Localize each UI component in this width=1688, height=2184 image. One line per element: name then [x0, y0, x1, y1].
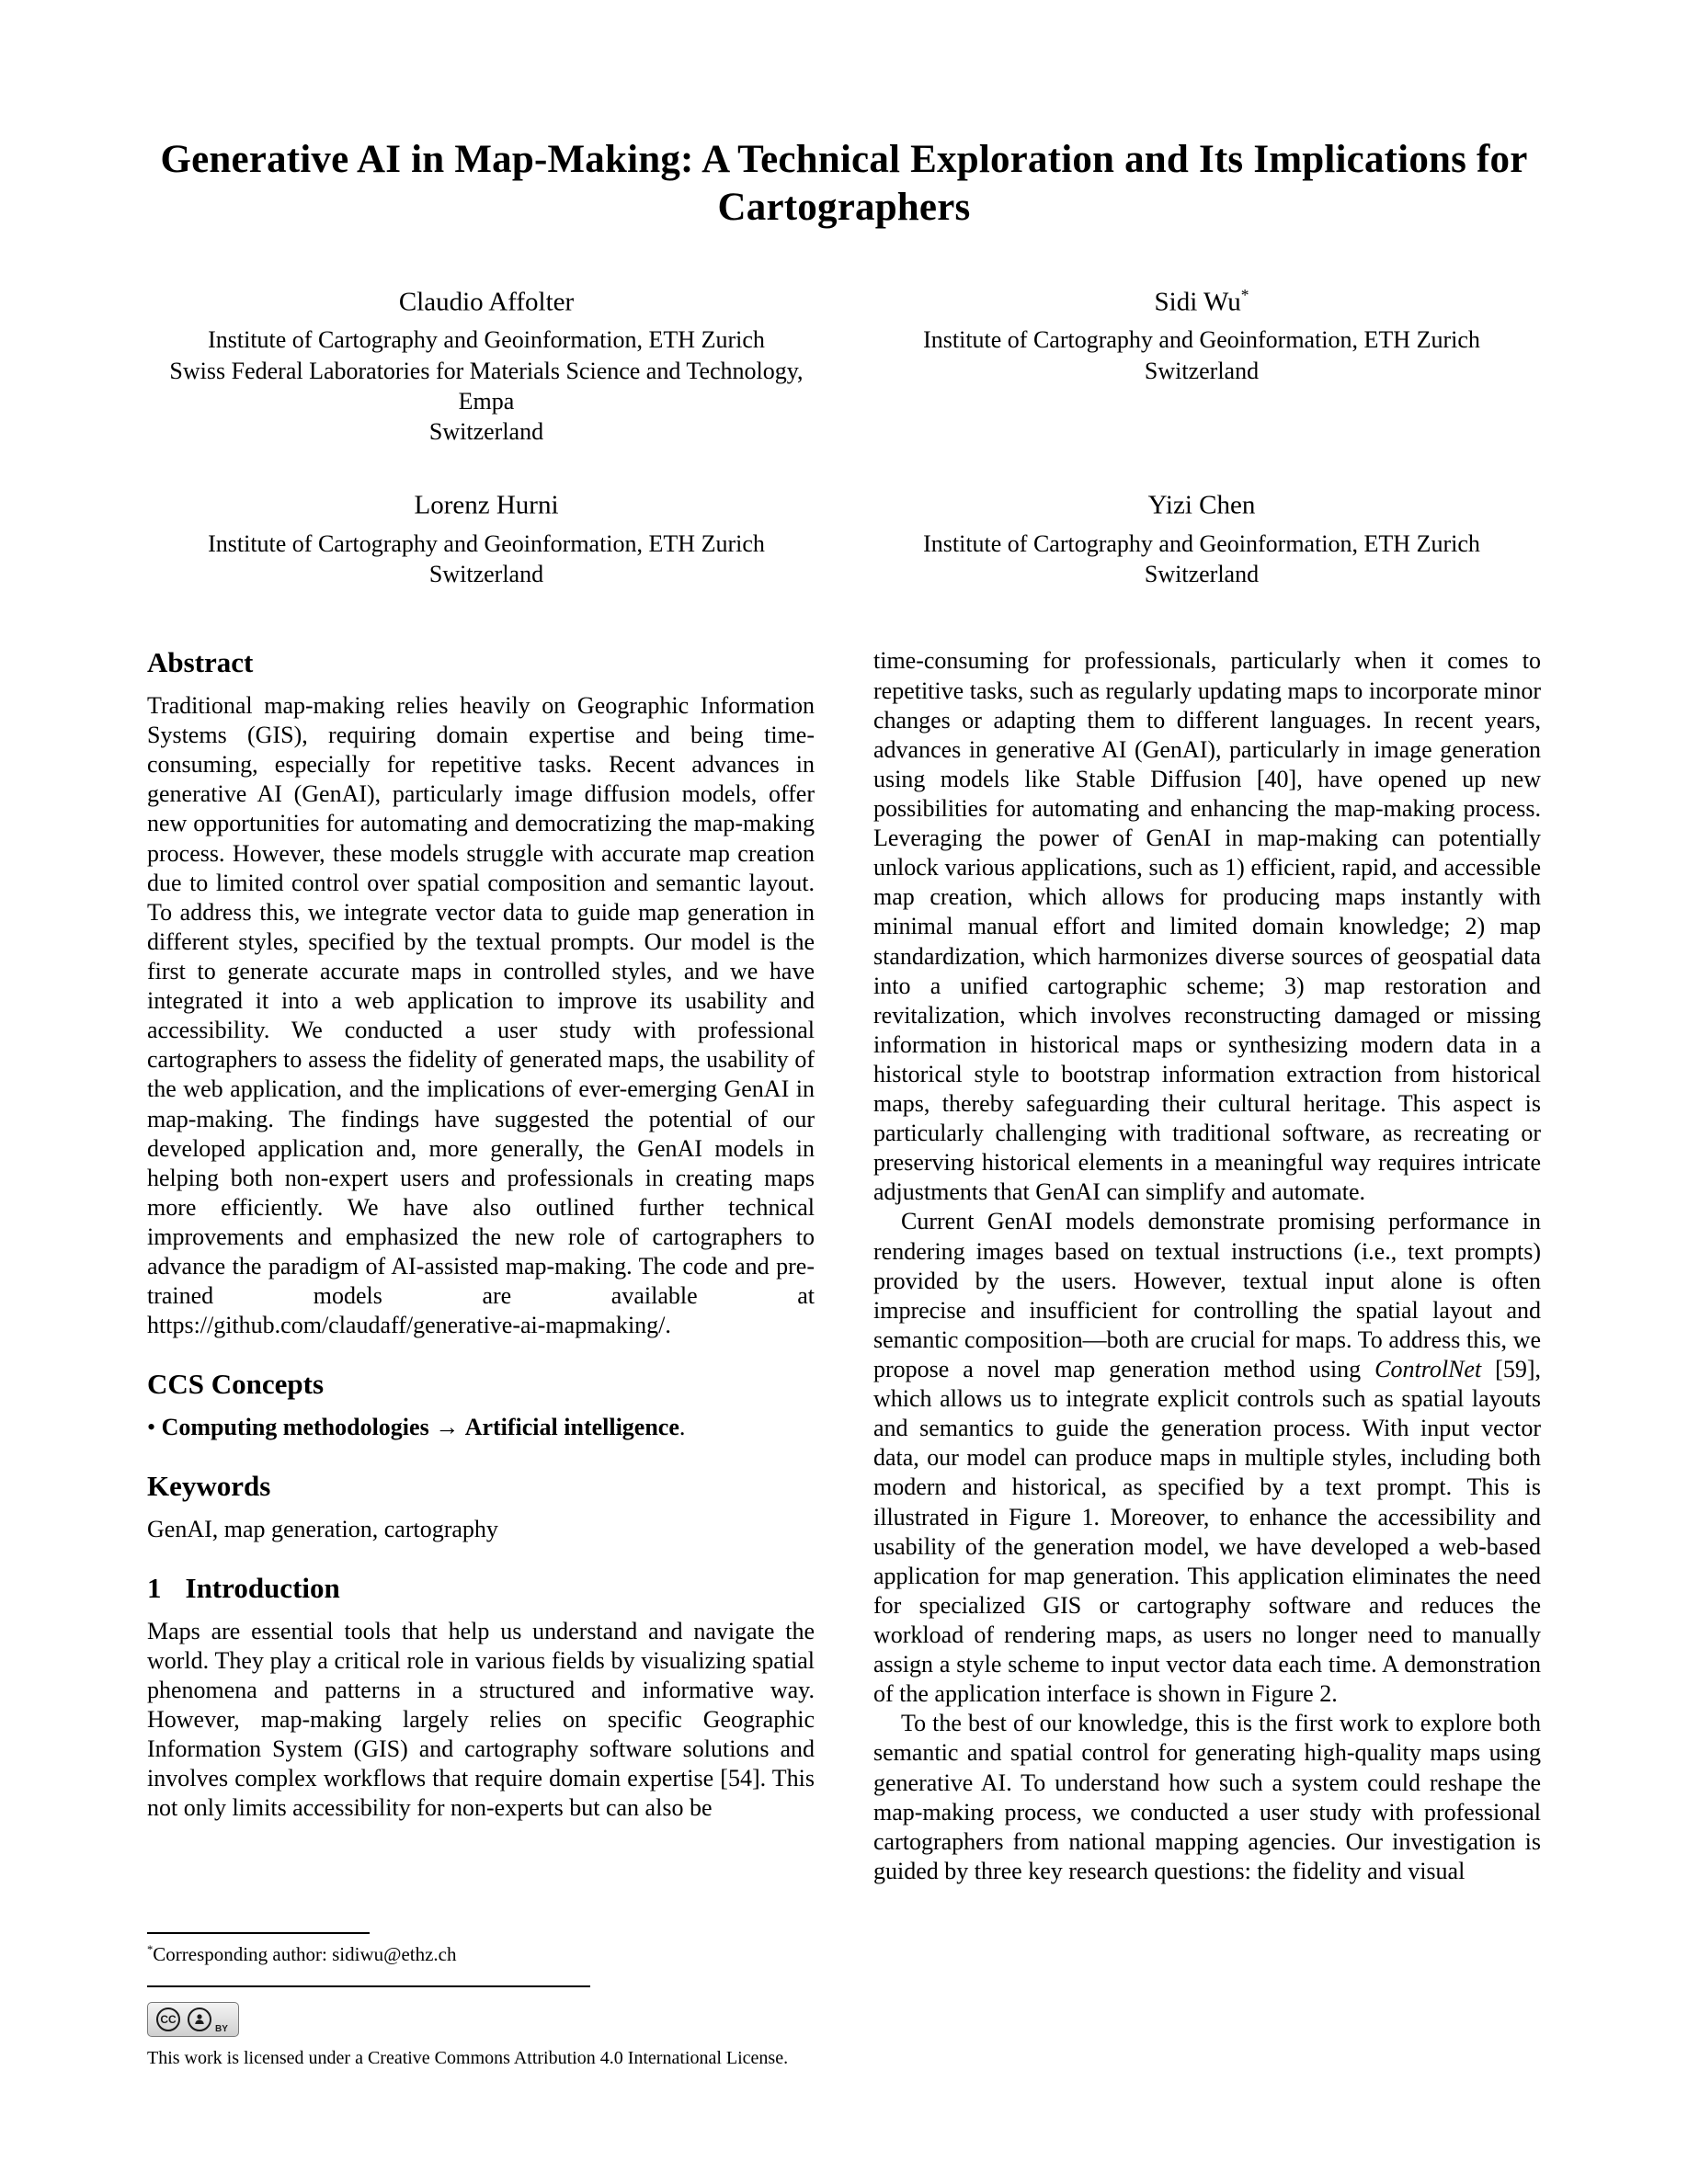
- text-segment: To the best of our knowledge, this is the first work to explore both semantic and spatial control for generating high-quality maps using generative AI. To understand how such a system could reshape the map-making process, we conducted a user study with professional cartographers from national mapping agencies. Our investigation is guided by three key research questions: the fidelity and visual: [873, 1710, 1541, 1884]
- abstract-heading: Abstract: [147, 646, 254, 679]
- author-name: [862, 489, 1541, 521]
- text-segment: .: [665, 1312, 671, 1339]
- keywords-line: [147, 1515, 815, 1544]
- author-affiliation: [862, 324, 1541, 386]
- by-icon: BY: [215, 2024, 228, 2035]
- license-text: This work is licensed under a Creative Commons Attribution 4.0 International License.: [147, 2048, 789, 2069]
- author-name-text: Sidi Wu: [1154, 287, 1241, 317]
- text-segment: Artificial intelligence: [464, 1414, 679, 1441]
- paragraph: [147, 691, 815, 1340]
- section-number: 1: [147, 1571, 162, 1604]
- author-name-text: Yizi Chen: [1147, 491, 1256, 521]
- author-affiliation: [862, 529, 1541, 590]
- text-segment: Traditional map-making relies heavily on Geographic Information Systems (GIS), requiring domain expertise and being time-consuming, especially for repetitive tasks. Recent advances in generative AI (GenAI), particularly image diffusion models, offer new opportunities for automating and democratizing the map-making process. However, these models struggle with accurate map creation due to limited control over spatial composition and semantic layout. To address this, we integrate vector data to guide map generation in different styles, specified by the textual prompts. Our model is the first to generate accurate maps in controlled styles, and we have integrated it into a web application to improve its usability and accessibility. We conducted a user study with professional cartographers to assess the fidelity of generated maps, the usability of the web application, and the implications of ever-emerging GenAI in map-making. The findings have suggested the potential of our developed application and, more generally, the GenAI models in helping both non-expert users and professionals in creating maps more efficiently. We have also outlined further technical improvements and emphasized the new role of cartographers to advance the paradigm of AI-assisted map-making. The code and pre-trained models are available at: [147, 692, 815, 1310]
- affiliation-line: Institute of Cartography and Geoinformation, ETH Zurich: [208, 529, 765, 557]
- text-segment: Maps are essential tools that help us understand and navigate the world. They play a critical role in various fields by visualizing spatial phenomena and patterns in a structured and informative way. However, map-making largely relies on specific Geographic Information System (GIS) and cartography software solutions and involves complex workflows that require domain expertise [54]. This not only limits accessibility for non-experts but can also be: [147, 1617, 815, 1822]
- footnote-block: [147, 1932, 815, 2069]
- affiliation-line: Switzerland: [428, 418, 544, 446]
- author-block-chen: [862, 489, 1541, 589]
- author-affiliation: [147, 529, 826, 590]
- authors-section: [147, 286, 1541, 590]
- right-column-body: [873, 646, 1541, 1886]
- affiliation-line: Switzerland: [1144, 357, 1260, 384]
- author-name-text: Claudio Affolter: [398, 287, 575, 317]
- text-segment: •: [147, 1414, 162, 1441]
- ccs-concepts-line: [147, 1413, 815, 1442]
- text-segment: [59], which allows us to integrate explicit controls such as spatial layouts and semantics to guide the generation process. With input vector data, our model can produce maps in multiple styles, including both modern and historical, as specified by a text prompt. This is illustrated in Figure 1. Moreover, to enhance the accessibility and usability of the generation model, we have developed a web-based application for map generation. This application eliminates the need for specialized GIS or cartography software and reduces the workload of rendering maps, as users no longer need to manually assign a style scheme to input vector data each time. A demonstration of the application interface is shown in Figure 2.: [873, 1356, 1541, 1708]
- cc-by-badge: [147, 2002, 239, 2037]
- footnote-rule: [147, 1932, 370, 1934]
- ccs-concepts-heading: CCS Concepts: [147, 1368, 325, 1401]
- left-column: [147, 646, 815, 2069]
- footnote-marker: *: [147, 1943, 154, 1957]
- author-name-text: Lorenz Hurni: [414, 491, 559, 521]
- text-segment: Computing methodologies: [161, 1414, 429, 1441]
- affiliation-line: Swiss Federal Laboratories for Materials Science and Technology, Empa: [169, 357, 804, 415]
- author-name: [147, 489, 826, 521]
- text-segment: ControlNet: [1374, 1356, 1482, 1383]
- text-segment: Current GenAI models demonstrate promising performance in rendering images based on textual instructions (i.e., text prompts) provided by the users. However, textual input alone is often imprecise and insufficient for controlling the spatial layout and semantic composition—both are crucial for maps. To address this, we propose a novel map generation method using: [873, 1208, 1541, 1383]
- affiliation-line: Institute of Cartography and Geoinformation, ETH Zurich: [208, 326, 765, 354]
- paper-title: Generative AI in Map-Making: A Technical Exploration and Its Implications for Cartographers: [160, 138, 1528, 230]
- introduction-heading: [147, 1572, 815, 1605]
- person-icon: [188, 2008, 211, 2031]
- abstract-body: [147, 691, 815, 1340]
- right-column: [873, 646, 1541, 2069]
- introduction-body: [147, 1617, 815, 1824]
- text-segment: GenAI, map generation, cartography: [147, 1515, 498, 1542]
- affiliation-line: Switzerland: [428, 561, 544, 588]
- author-mark: *: [1240, 285, 1249, 304]
- paragraph: [873, 1709, 1541, 1886]
- footnote-text: Corresponding author: sidiwu@ethz.ch: [153, 1943, 457, 1966]
- keywords-heading: Keywords: [147, 1470, 271, 1503]
- author-name: [147, 286, 826, 318]
- author-block-wu: [862, 286, 1541, 448]
- section-title: Introduction: [185, 1571, 340, 1604]
- corresponding-author-footnote: [147, 1942, 815, 1967]
- license-rule: [147, 1985, 590, 1987]
- affiliation-line: Institute of Cartography and Geoinformation, ETH Zurich: [923, 529, 1480, 557]
- affiliation-line: Institute of Cartography and Geoinformation, ETH Zurich: [923, 326, 1480, 354]
- author-affiliation: [147, 324, 826, 447]
- author-name: [862, 286, 1541, 318]
- paragraph: [873, 1207, 1541, 1709]
- paragraph: [147, 1617, 815, 1824]
- author-block-affolter: [147, 286, 826, 448]
- link-url[interactable]: https://github.com/claudaff/generative-ai-mapmaking/: [147, 1312, 666, 1339]
- cc-icon: CC: [156, 2008, 180, 2031]
- text-segment: →: [428, 1414, 465, 1441]
- text-segment: time-consuming for professionals, particularly when it comes to repetitive tasks, such as regularly updating maps to incorporate minor changes or adapting them to different languages. In recent years, advances in generative AI (GenAI), particularly in image generation using models like Stable Diffusion [40], have opened up new possibilities for automating and enhancing the map-making process. Leveraging the power of GenAI in map-making can potentially unlock various applications, such as 1) efficient, rapid, and accessible map creation, which allows for producing maps instantly with minimal manual effort and limited domain knowledge; 2) map standardization, which harmonizes diverse sources of geospatial data into a unified cartographic scheme; 3) map restoration and revitalization, which involves reconstructing damaged or missing information in historical maps or synthesizing modern data in a historical style to bootstrap information extraction from historical maps, thereby safeguarding their cultural heritage. This aspect is particularly challenging with traditional software, as recreating or preserving historical elements in a meaningful way requires intricate adjustments that GenAI can simplify and automate.: [873, 647, 1541, 1206]
- author-block-hurni: [147, 489, 826, 589]
- body-columns: [147, 646, 1541, 2069]
- paragraph: [873, 646, 1541, 1207]
- text-segment: .: [679, 1414, 686, 1441]
- affiliation-line: Switzerland: [1144, 561, 1260, 588]
